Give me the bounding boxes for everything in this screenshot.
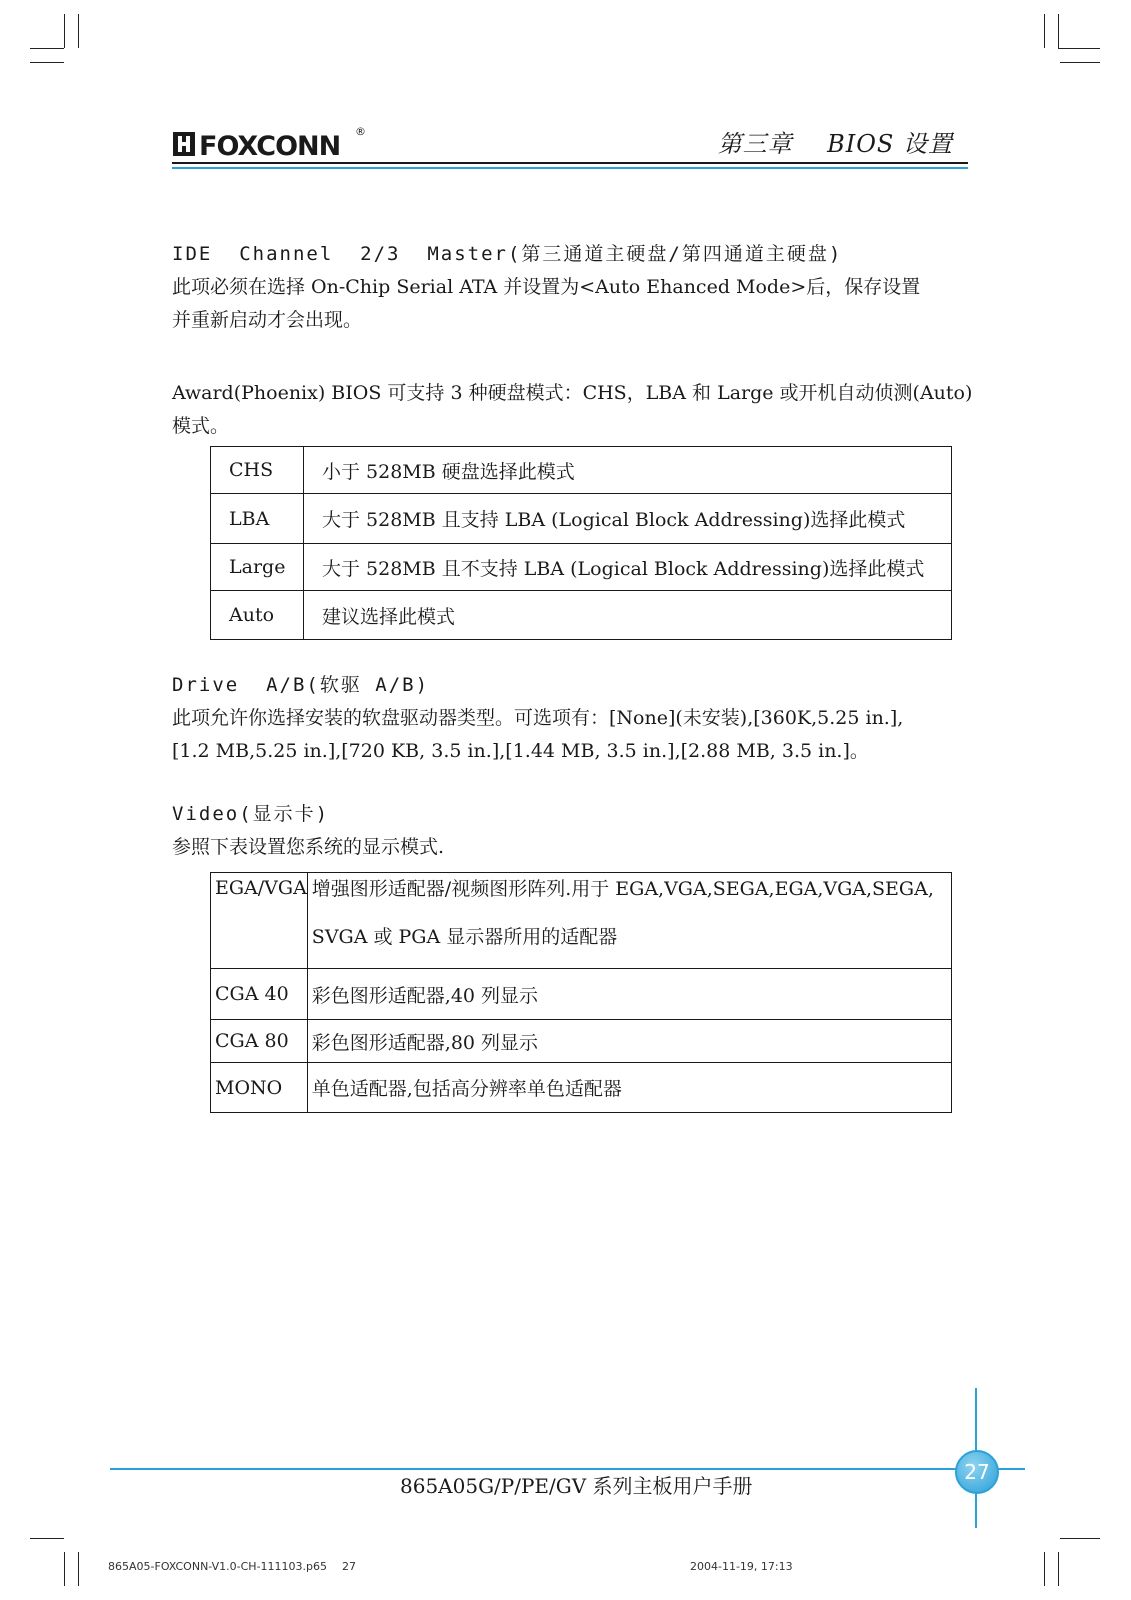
table-cell-mode: MONO xyxy=(211,1063,308,1113)
table-row xyxy=(211,544,952,591)
table-cell-mode: CGA 40 xyxy=(211,969,308,1020)
table-cell-desc: 彩色图形适配器,40 列显示 xyxy=(307,969,951,1020)
table-row xyxy=(211,494,952,544)
video-mode-table xyxy=(210,872,952,1113)
table-cell-desc-line: SVGA 或 PGA 显示器所用的适配器 xyxy=(311,926,618,948)
crop-mark xyxy=(78,14,79,48)
svg-text:®: ® xyxy=(355,125,366,138)
footer-title: 865A05G/P/PE/GV 系列主板用户手册 xyxy=(400,1474,753,1498)
table-cell-desc-line: 增强图形适配器/视频图形阵列.用于 EGA,VGA,SEGA,EGA,VGA,SEGA, xyxy=(311,878,934,900)
table-cell-mode: EGA/VGA xyxy=(211,873,308,969)
table-row xyxy=(211,447,952,494)
page-number-badge: 27 xyxy=(955,1450,999,1494)
ide-line-1: 此项必须在选择 On-Chip Serial ATA 并设置为<Auto Ehanced Mode>后，保存设置 xyxy=(172,276,921,298)
drive-line-2: [1.2 MB,5.25 in.],[720 KB, 3.5 in.],[1.44 MB, 3.5 in.],[2.88 MB, 3.5 in.]。 xyxy=(172,740,869,762)
crop-mark xyxy=(1044,1552,1045,1586)
header-rule xyxy=(172,162,968,164)
crop-mark xyxy=(1044,14,1045,48)
crop-mark xyxy=(30,62,64,63)
ide-line-2: 并重新启动才会出现。 xyxy=(172,309,363,331)
table-row xyxy=(211,873,952,969)
table-cell-desc: 大于 528MB 且不支持 LBA (Logical Block Addressing)选择此模式 xyxy=(304,544,952,591)
crop-mark xyxy=(1060,1538,1100,1539)
video-line-1: 参照下表设置您系统的显示模式. xyxy=(172,836,445,858)
crop-mark xyxy=(30,1538,64,1539)
print-date: 2004-11-19, 17:13 xyxy=(690,1560,793,1573)
hdd-mode-table xyxy=(210,446,952,640)
award-line-2: 模式。 xyxy=(172,415,230,437)
award-line-1: Award(Phoenix) BIOS 可支持 3 种硬盘模式：CHS，LBA 和 Large 或开机自动侦测(Auto) xyxy=(172,382,973,404)
table-cell-mode: Large xyxy=(211,544,304,591)
table-row xyxy=(211,1063,952,1113)
table-row xyxy=(211,1020,952,1063)
table-cell-desc: 彩色图形适配器,80 列显示 xyxy=(307,1020,951,1063)
crop-mark xyxy=(78,1552,79,1586)
table-cell-desc: 单色适配器,包括高分辨率单色适配器 xyxy=(307,1063,951,1113)
table-cell-desc: 建议选择此模式 xyxy=(304,591,952,640)
crop-mark xyxy=(1058,1552,1059,1586)
drive-line-1: 此项允许你选择安装的软盘驱动器类型。可选项有：[None](未安装),[360K,5.25 in.], xyxy=(172,707,904,729)
foxconn-logo xyxy=(172,124,372,160)
table-cell-mode: Auto xyxy=(211,591,304,640)
svg-text:FOXCONN: FOXCONN xyxy=(199,131,341,160)
crop-mark xyxy=(1058,14,1059,48)
crop-mark xyxy=(1058,48,1100,49)
table-cell-mode: CGA 80 xyxy=(211,1020,308,1063)
drive-heading: Drive A/B(软驱 A/B) xyxy=(172,674,430,696)
print-page-number: 27 xyxy=(342,1560,356,1573)
ide-heading: IDE Channel 2/3 Master(第三通道主硬盘/第四通道主硬盘) xyxy=(172,243,843,265)
table-row xyxy=(211,591,952,640)
table-cell-desc: 小于 528MB 硬盘选择此模式 xyxy=(304,447,952,494)
table-row xyxy=(211,969,952,1020)
chapter-title: 第三章 BIOS 设置 xyxy=(717,130,953,158)
table-cell-desc: 大于 528MB 且支持 LBA (Logical Block Addressing)选择此模式 xyxy=(304,494,952,544)
table-cell-mode: LBA xyxy=(211,494,304,544)
video-heading: Video(显示卡) xyxy=(172,803,330,825)
crop-mark xyxy=(64,14,65,48)
table-cell-mode: CHS xyxy=(211,447,304,494)
crop-mark xyxy=(1060,62,1100,63)
print-file-name: 865A05-FOXCONN-V1.0-CH-111103.p65 xyxy=(108,1560,328,1573)
header-accent-rule xyxy=(172,167,968,169)
table-cell-desc xyxy=(307,873,951,969)
crop-mark xyxy=(64,1552,65,1586)
crop-mark xyxy=(30,48,64,49)
